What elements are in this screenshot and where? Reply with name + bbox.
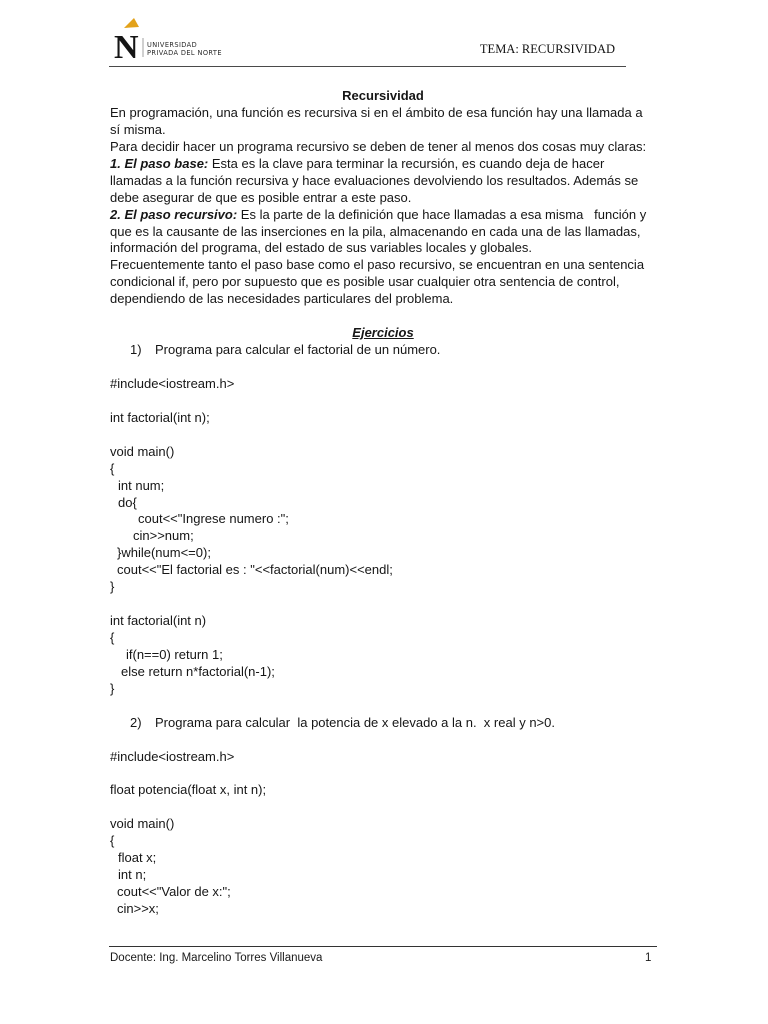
blank-line [110, 393, 656, 410]
exercises-heading: Ejercicios [352, 325, 414, 341]
code-line: float x; [118, 850, 157, 866]
page-number: 1 [645, 952, 652, 964]
exercise-statement [110, 715, 656, 732]
blank-line [110, 698, 656, 715]
blank-line [110, 308, 656, 325]
closing-line: Frecuentemente tanto el paso base como el paso recursivo, se encuentran en una sentencia [110, 257, 645, 273]
footer-rule [109, 946, 657, 947]
base-case-line: llamadas a la función recursiva y hace evaluaciones devolviendo los resultados. Además se [110, 172, 639, 188]
recursive-case-line: información del programa, del estado de sus variables locales y globales. [110, 240, 533, 256]
logo-name-line1: UNIVERSIDAD [147, 41, 198, 49]
code-line: cout<<"Valor de x:"; [117, 884, 231, 900]
logo-name-line2: PRIVADA DEL NORTE [147, 49, 222, 57]
exercise-text: Programa para calcular el factorial de un número. [155, 342, 441, 358]
header-rule [109, 66, 626, 67]
code-line: { [110, 630, 115, 645]
university-logo [112, 14, 242, 66]
footer-teacher: Docente: Ing. Marcelino Torres Villanueva [110, 952, 323, 964]
code-line: #include<iostream.h> [110, 375, 235, 391]
code-line: cin>>num; [133, 528, 194, 544]
section-title: Recursividad [342, 88, 424, 103]
base-case-text: Esta es la clave para terminar la recursión, es cuando deja de hacer [211, 155, 605, 171]
code-line: cout<<"El factorial es : "<<factorial(num)<<endl; [117, 562, 393, 578]
definition-line: En programación, una función es recursiva si en el ámbito de esa función hay una llamada a [110, 104, 643, 120]
blank-line [110, 799, 656, 816]
logo-letter-mark: N [114, 29, 139, 66]
blank-line [110, 732, 656, 749]
code-line: cin>>x; [117, 901, 159, 916]
exercise-statement [110, 342, 656, 359]
recursive-case-text: Es la parte de la definición que hace llamadas a esa misma función y [240, 206, 647, 222]
logo-tilde-mark [124, 18, 139, 28]
requirement-line: Para decidir hacer un programa recursivo se deben de tener al menos dos cosas muy claras: [110, 138, 647, 154]
code-line: void main() [110, 816, 175, 832]
recursive-case-line: que es la causante de las inserciones en la pila, almacenando en cada una de las llamadas, [110, 223, 641, 239]
code-line: float potencia(float x, int n); [110, 782, 267, 798]
code-line: else return n*factorial(n-1); [121, 663, 275, 679]
code-line: int num; [118, 477, 165, 493]
blank-line [110, 596, 656, 613]
code-line: int factorial(int n) [110, 613, 207, 629]
code-line: cout<<"Ingrese numero :"; [138, 511, 289, 527]
base-case-line: debe asegurar de que es posible entrar a este paso. [110, 189, 412, 205]
code-line: do{ [118, 494, 137, 510]
code-line: } [110, 680, 115, 696]
code-line: }while(num<=0); [117, 545, 211, 561]
exercise-number: 2) [130, 714, 142, 730]
code-line: } [110, 579, 115, 595]
base-case-line [110, 156, 656, 173]
closing-line: condicional if, pero por supuesto que es posible usar cualquier otra sentencia de control, [110, 274, 620, 290]
code-line: { [110, 833, 115, 849]
blank-line [110, 427, 656, 444]
recursive-case-lead: 2. El paso recursivo: [110, 206, 238, 222]
base-case-lead: 1. El paso base: [110, 155, 209, 171]
document-topic: TEMA: RECURSIVIDAD [479, 42, 615, 56]
code-line: int n; [118, 867, 147, 883]
definition-line: sí misma. [110, 121, 166, 137]
blank-line [110, 766, 656, 783]
recursive-case-line [110, 207, 656, 224]
code-line: int factorial(int n); [110, 409, 210, 425]
page-content [110, 88, 656, 918]
code-line: #include<iostream.h> [110, 748, 235, 764]
code-line: if(n==0) return 1; [126, 646, 223, 662]
exercise-number: 1) [130, 342, 142, 358]
closing-line: dependiendo de las necesidades particulares del problema. [110, 291, 454, 307]
blank-line [110, 359, 656, 376]
code-line: { [110, 460, 115, 476]
code-line: void main() [110, 443, 175, 459]
exercise-text: Programa para calcular la potencia de x elevado a la n. x real y n>0. [155, 714, 555, 730]
